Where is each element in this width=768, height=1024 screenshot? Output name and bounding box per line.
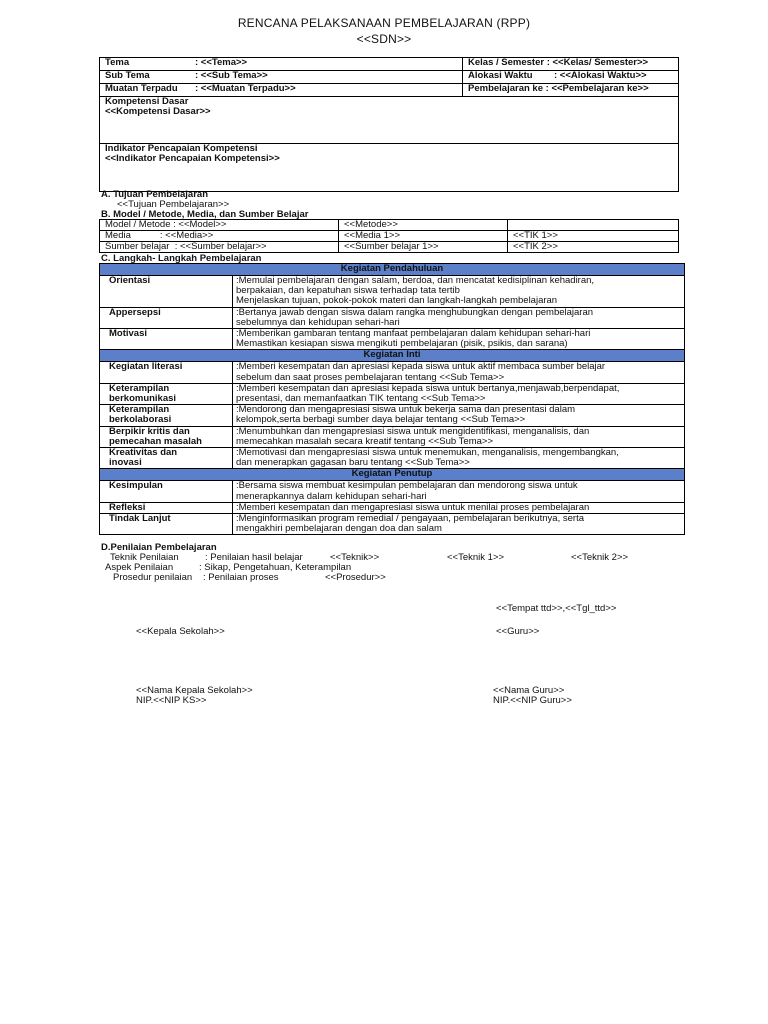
activity-label-line: Appersepsi [109,306,161,318]
aspek-label: Aspek Penilaian [105,562,174,573]
prosedur-label: Prosedur penilaian [113,572,193,583]
kepala-sekolah-name: <<Nama Kepala Sekolah>> [136,685,253,696]
activity-label [100,405,233,426]
activity-description-line: menerapkannya dalam kehidupan sehari-hari [236,490,427,502]
activity-description [233,426,685,447]
activity-row [100,514,685,535]
activity-row [100,307,685,328]
activity-description-line: :Memberi kesempatan dan apresiasi kepada siswa untuk aktif membaca sumber belajar [236,361,606,373]
activity-row [100,362,685,383]
prosedur-value: : Penilaian proses [203,572,279,583]
activity-description-line: sebelumnya dan kehidupan sehari-hari [236,316,400,328]
teknik-value: : Penilaian hasil belajar [205,552,303,563]
alokasi-value: : <<Alokasi Waktu>> [554,70,647,81]
teknik-label: Teknik Penilaian [110,552,179,563]
kepala-sekolah-nip: NIP.<<NIP KS>> [136,695,207,706]
activity-description-line: :Memotivasi dan mengapresiasi siswa untuk menemukan, menganalisis, mengembangkan, [236,447,619,459]
media-table [99,219,679,253]
tema-label: Tema [105,57,130,68]
document-title: RENCANA PELAKSANAAN PEMBELAJARAN (RPP) [237,16,531,30]
activity-label [100,276,233,308]
activity-description [233,502,685,513]
tik1-cell: <<TIK 1>> [508,231,679,242]
activity-row [100,276,685,308]
teknik1-placeholder: <<Teknik 1>> [447,552,505,563]
activity-description-line: kelompok,serta berbagi sumber daya belajar tentang <<Sub Tema>> [236,414,526,426]
teknik2-placeholder: <<Teknik 2>> [571,552,629,563]
activity-label [100,362,233,383]
activity-description [233,307,685,328]
activity-label [100,383,233,404]
inti-header: Kegiatan Inti [100,350,685,362]
activity-description-line: :Memulai pembelajaran dengan salam, berdoa, dan mencatat kedisiplinan kehadiran, [236,275,595,286]
activity-label [100,502,233,513]
pembelajaran-row [463,84,679,97]
activity-row [100,481,685,502]
school-name: <<SDN>> [356,32,412,46]
activity-description [233,481,685,502]
activity-description-line: berpakaian, dan kepatuhan siswa terhadap tata tertib [236,285,460,297]
sumber-cell: Sumber belajar : <<Sumber belajar>> [100,242,339,253]
guru-name: <<Nama Guru>> [493,685,565,696]
activity-description-line: Menjelaskan tujuan, pokok-pokok materi dan langkah-langkah pembelajaran [236,295,558,307]
alokasi-row [463,71,679,84]
subtema-label: Sub Tema [105,70,150,81]
activity-description-line: :Menginformasikan program remedial / pengayaan, pembelajaran berikutnya, serta [236,513,584,525]
activity-description [233,329,685,350]
aspek-value: : Sikap, Pengetahuan, Keterampilan [199,562,352,573]
activity-row [100,426,685,447]
activity-label-line: Kegiatan literasi [109,361,183,373]
activity-label-line: Keterampilan [109,404,170,416]
activity-label [100,329,233,350]
penutup-header: Kegiatan Penutup [100,469,685,481]
activity-description-line: mengakhiri pembelajaran dengan doa dan salam [236,523,442,535]
activity-description-line: dan menerapkan gagasan baru tentang <<Sub Tema>> [236,457,470,469]
activity-description [233,448,685,469]
kelas-label: Kelas / Semester [468,57,545,68]
muatan-row [100,84,463,97]
activity-description-line: sebelum dan saat proses pembelajaran tentang <<Sub Tema>> [236,371,505,383]
media-cell: Media : <<Media>> [100,231,339,242]
activity-label-line: Orientasi [109,275,151,286]
kelas-row [463,58,679,71]
activity-label-line: Kesimpulan [109,480,163,492]
guru-title: <<Guru>> [496,626,540,637]
identity-table [99,57,679,192]
metode-cell: <<Metode>> [339,220,508,231]
ipk-value: <<Indikator Pencapaian Kompetensi>> [105,153,280,164]
activity-label-line: Kreativitas dan [109,447,178,459]
activity-label-line: berkomunikasi [109,393,177,405]
muatan-value: : <<Muatan Terpadu>> [195,83,296,94]
tema-value: : <<Tema>> [195,57,248,68]
activity-label-line: inovasi [109,457,142,469]
activity-row [100,502,685,513]
activity-label-line: Berpikir kritis dan [109,425,190,437]
media1-cell: <<Media 1>> [339,231,508,242]
activity-row [100,448,685,469]
activity-description [233,383,685,404]
activity-description-line: :Memberi kesempatan dan mengapresiasi siswa untuk menilai proses pembelajaran [236,501,590,513]
activity-description-line: Memastikan kesiapan siswa mengikuti pembelajaran (pisik, psikis, dan sarana) [236,338,568,350]
subtema-row [100,71,463,84]
subtema-value: : <<Sub Tema>> [195,70,268,81]
guru-nip: NIP.<<NIP Guru>> [493,695,572,706]
empty-cell [508,220,679,231]
activity-description-line: :Bersama siswa membuat kesimpulan pembelajaran dan mendorong siswa untuk [236,480,578,492]
activity-description [233,514,685,535]
muatan-label: Muatan Terpadu [105,83,178,94]
activity-description-line: memecahkan masalah secara kreatif tentang <<Sub Tema>> [236,435,494,447]
section-a-heading: A. Tujuan Pembelajaran [101,189,208,200]
section-c-heading: C. Langkah- Langkah Pembelajaran [101,253,262,264]
sumber1-cell: <<Sumber belajar 1>> [339,242,508,253]
place-date: <<Tempat ttd>>,<<Tgl_ttd>> [496,603,617,614]
activity-label-line: berkolaborasi [109,414,172,426]
activity-description-line: :Mendorong dan mengapresiasi siswa untuk bekerja sama dan presentasi dalam [236,404,576,416]
pembelajaran-label: Pembelajaran ke [468,83,543,94]
kd-cell [100,97,679,144]
teknik-placeholder: <<Teknik>> [330,552,380,563]
kepala-sekolah-title: <<Kepala Sekolah>> [136,626,225,637]
kd-value: <<Kompetensi Dasar>> [105,106,211,117]
section-b-heading: B. Model / Metode, Media, dan Sumber Belajar [101,209,309,220]
activity-label [100,426,233,447]
activity-description [233,276,685,308]
activity-description [233,362,685,383]
activity-label [100,307,233,328]
activity-label-line: Motivasi [109,328,148,340]
activity-description-line: :Memberikan gambaran tentang manfaat pembelajaran dalam kehidupan sehari-hari [236,328,591,340]
activity-description [233,405,685,426]
activity-table [99,263,685,535]
activity-label [100,481,233,502]
ipk-cell [100,144,679,192]
activity-label-line: pemecahan masalah [109,435,202,447]
activity-label [100,448,233,469]
activity-description-line: presentasi, dan memanfaatkan TIK tentang <<Sub Tema>> [236,393,486,405]
activity-label-line: Refleksi [109,501,146,513]
kd-label: Kompetensi Dasar [105,96,189,107]
tema-row [100,58,463,71]
kelas-value: : <<Kelas/ Semester>> [546,57,649,68]
activity-label-line: Tindak Lanjut [109,513,171,525]
activity-row [100,329,685,350]
model-cell: Model / Metode : <<Model>> [100,220,339,231]
prosedur-placeholder: <<Prosedur>> [325,572,386,583]
alokasi-label: Alokasi Waktu [468,70,533,81]
ipk-label: Indikator Pencapaian Kompetensi [105,143,258,154]
activity-description-line: :Bertanya jawab dengan siswa dalam rangka menghubungkan dengan pembelajaran [236,306,594,318]
section-a-value: <<Tujuan Pembelajaran>> [117,199,230,210]
pendahuluan-header: Kegiatan Pendahuluan [100,264,685,276]
section-d-heading: D.Penilaian Pembelajaran [101,542,217,553]
pembelajaran-value: : <<Pembelajaran ke>> [545,83,649,94]
activity-row [100,383,685,404]
activity-label [100,514,233,535]
tik2-cell: <<TIK 2>> [508,242,679,253]
activity-description-line: :Menumbuhkan dan mengapresiasi siswa untuk mengidentifikasi, menganalisis, dan [236,425,590,437]
activity-description-line: :Memberi kesempatan dan apresiasi kepada siswa untuk bertanya,menjawab,berpendapat, [236,382,620,394]
activity-row [100,405,685,426]
activity-label-line: Keterampilan [109,382,170,394]
